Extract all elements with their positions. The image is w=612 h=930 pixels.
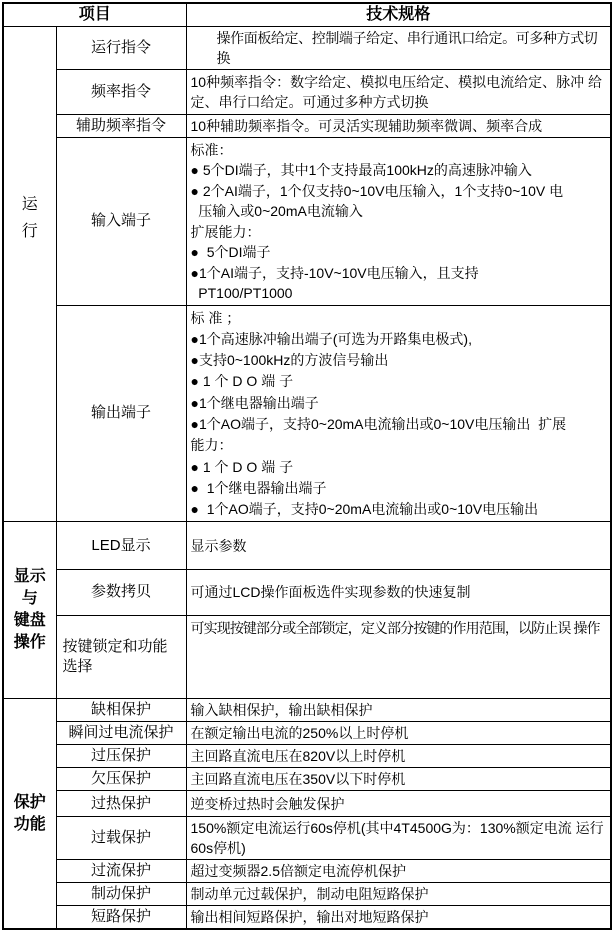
spec-output-terminals: 标 准 ； ●1个高速脉冲输出端子(可选为开路集电极式), ●支持0~100kHz的方波信号输出 ● 1 个 D O 端 子 ●1个继电器输出端子 ●1个AO端子，支持0~20mA电流输出或0~10V电压输出 扩展 能力： ● 1 个 D O 端 子 ● 1个继电器输出端子 ● 1个AO端子，支持0~20mA电流输出或0~10V电压输出 xyxy=(186,305,611,522)
category-operation: 运 行 xyxy=(3,26,56,522)
table-header-row xyxy=(3,3,611,26)
spec-table xyxy=(2,2,612,930)
item-label-run-command: 运行指令 xyxy=(56,26,186,69)
spec-overheat-protection: 逆变桥过热时会触发保护 xyxy=(186,791,611,817)
header-item-column: 项目 xyxy=(3,3,186,26)
table-row-instant-overcurrent-protection xyxy=(3,722,611,745)
header-spec-column: 技术规格 xyxy=(186,3,611,26)
table-row-overvoltage-protection xyxy=(3,745,611,768)
table-row-phase-loss-protection xyxy=(3,699,611,722)
table-row-frequency-command xyxy=(3,69,611,114)
table-row-led-display xyxy=(3,522,611,570)
table-row-output-terminals xyxy=(3,305,611,522)
item-label-instant-overcurrent-protection: 瞬间过电流保护 xyxy=(56,722,186,745)
item-label-overvoltage-protection: 过压保护 xyxy=(56,745,186,768)
table-row-input-terminals xyxy=(3,137,611,305)
item-label-output-terminals: 输出端子 xyxy=(56,305,186,522)
item-label-led-display: LED显示 xyxy=(56,522,186,570)
category-protection: 保护 功能 xyxy=(3,699,56,930)
table-row-overheat-protection xyxy=(3,791,611,817)
item-label-phase-loss-protection: 缺相保护 xyxy=(56,699,186,722)
spec-run-command: 操作面板给定、控制端子给定、串行通讯口给定。可多种方式切换 xyxy=(186,26,611,69)
item-label-braking-protection: 制动保护 xyxy=(56,883,186,906)
item-label-parameter-copy: 参数拷贝 xyxy=(56,570,186,616)
spec-key-lock-function-select: 可实现按键部分或全部锁定，定义部分按键的作用范围，以防止误 操作 xyxy=(186,615,611,699)
category-display-keyboard: 显示 与 键盘 操作 xyxy=(3,522,56,699)
table-row-run-command xyxy=(3,26,611,69)
spec-undervoltage-protection: 主回路直流电压在350V以下时停机 xyxy=(186,768,611,791)
spec-short-circuit-protection: 输出相间短路保护，输出对地短路保护 xyxy=(186,906,611,930)
item-label-key-lock-function-select: 按键锁定和功能选择 xyxy=(56,615,186,699)
spec-braking-protection: 制动单元过载保护，制动电阻短路保护 xyxy=(186,883,611,906)
spec-parameter-copy: 可通过LCD操作面板选件实现参数的快速复制 xyxy=(186,570,611,616)
item-label-overload-protection: 过载保护 xyxy=(56,817,186,860)
spec-aux-frequency-command: 10种辅助频率指令。可灵活实现辅助频率微调、频率合成 xyxy=(186,114,611,137)
spec-frequency-command: 10种频率指令：数字给定、模拟电压给定、模拟电流给定、脉冲 给定、串行口给定。可通过多种方式切换 xyxy=(186,69,611,114)
spec-overcurrent-protection: 超过变频器2.5倍额定电流停机保护 xyxy=(186,860,611,883)
spec-led-display: 显示参数 xyxy=(186,522,611,570)
spec-overvoltage-protection: 主回路直流电压在820V以上时停机 xyxy=(186,745,611,768)
item-label-short-circuit-protection: 短路保护 xyxy=(56,906,186,930)
item-label-aux-frequency-command: 辅助频率指令 xyxy=(56,114,186,137)
spec-phase-loss-protection: 输入缺相保护，输出缺相保护 xyxy=(186,699,611,722)
table-row-overcurrent-protection xyxy=(3,860,611,883)
table-row-braking-protection xyxy=(3,883,611,906)
item-label-input-terminals: 输入端子 xyxy=(56,137,186,305)
item-label-frequency-command: 频率指令 xyxy=(56,69,186,114)
table-row-key-lock-function-select xyxy=(3,615,611,699)
table-row-aux-frequency-command xyxy=(3,114,611,137)
spec-overload-protection: 150%额定电流运行60s停机(其中4T4500G为：130%额定电流 运行60s停机) xyxy=(186,817,611,860)
table-row-short-circuit-protection xyxy=(3,906,611,930)
item-label-overcurrent-protection: 过流保护 xyxy=(56,860,186,883)
spec-input-terminals: 标准： ● 5个DI端子，其中1个支持最高100kHz的高速脉冲输入 ● 2个AI端子，1个仅支持0~10V电压输入，1个支持0~10V 电 压输入或0~20mA电流输入 扩展能力： ● 5个DI端子 ●1个AI端子，支持-10V~10V电压输入，且支持 PT100/PT1000 xyxy=(186,137,611,305)
item-label-overheat-protection: 过热保护 xyxy=(56,791,186,817)
spec-instant-overcurrent-protection: 在额定输出电流的250%以上时停机 xyxy=(186,722,611,745)
table-row-parameter-copy xyxy=(3,570,611,616)
item-label-undervoltage-protection: 欠压保护 xyxy=(56,768,186,791)
table-row-overload-protection xyxy=(3,817,611,860)
table-row-undervoltage-protection xyxy=(3,768,611,791)
